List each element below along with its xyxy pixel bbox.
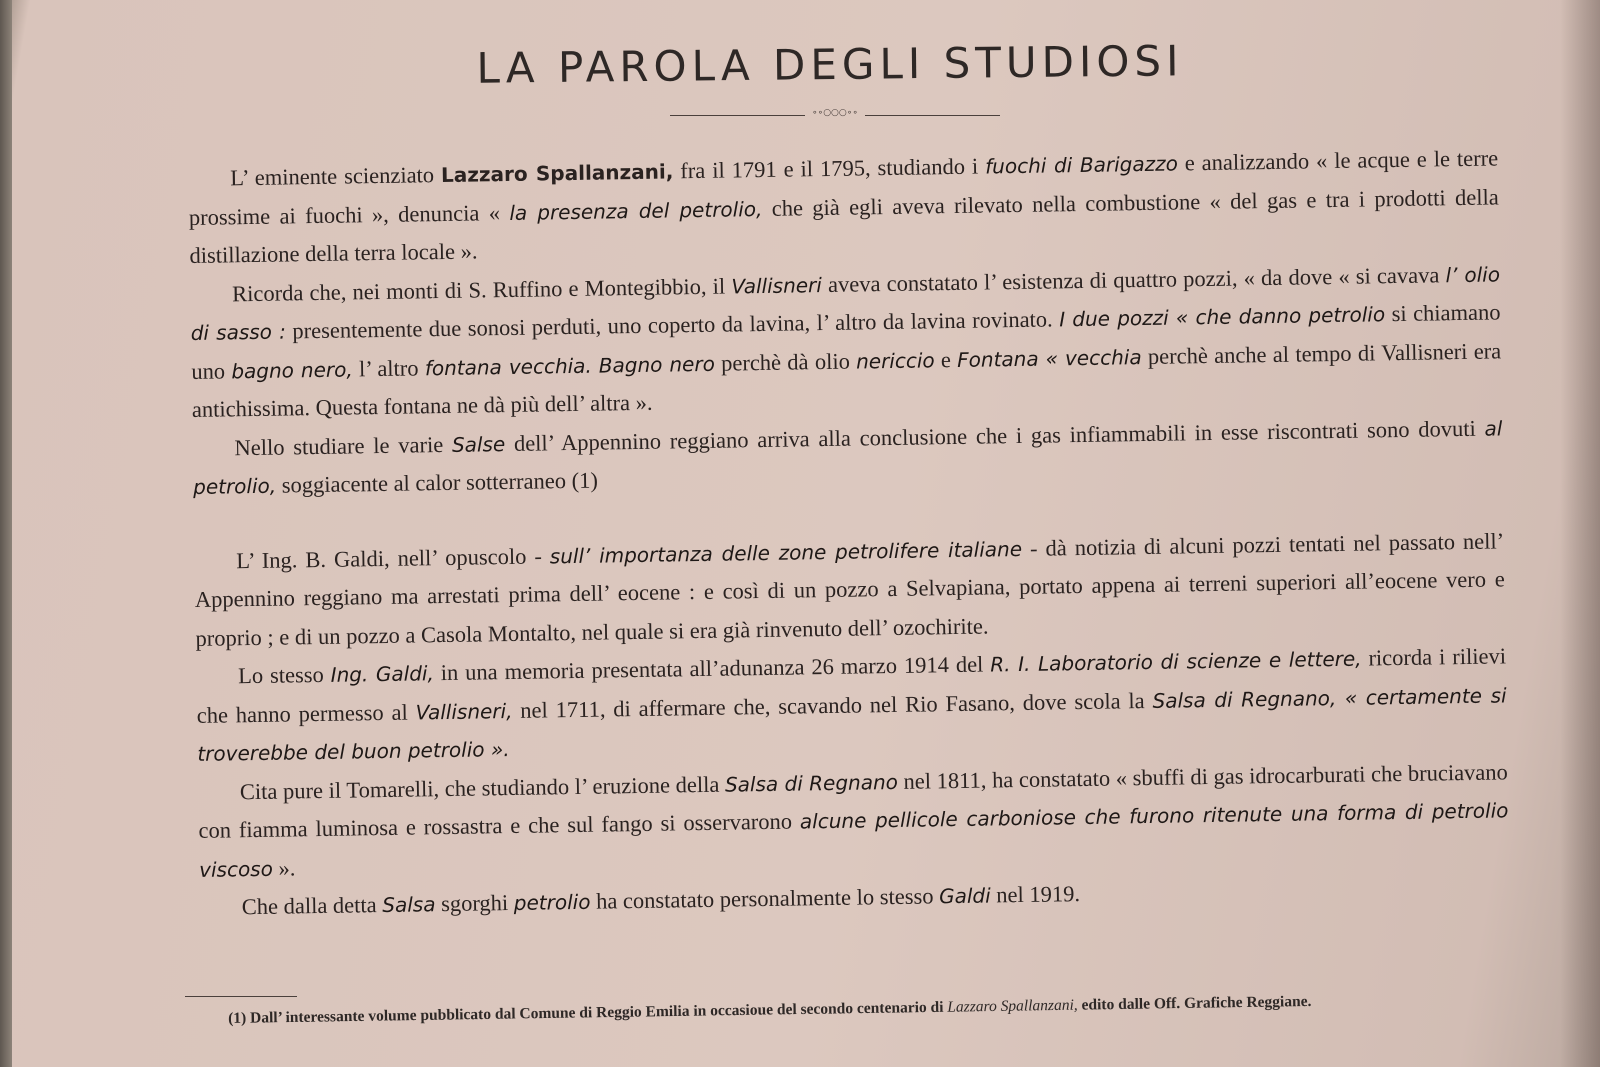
paragraph-tomarelli: Cita pure il Tomarelli, che studiando l’ eruzione della Salsa di Regnano nel 1811, ha constatato « sbuffi di gas idrocarburati che bruciavano con fiamma luminosa e rossastra e che sul fango si osservarono alcune pellicole carboniose che furono ritenute una forma di petrolio viscoso ».	[198, 758, 1509, 882]
article-body	[188, 139, 1510, 927]
page-edge-shadow	[1560, 0, 1600, 1067]
footnote: (1) Dall’ interessante volume pubblicato dal Comune di Reggio Emilia in occasioue del secondo centenario di Lazzaro Spallanzani, edito dalle Off. Grafiche Reggiane.	[228, 992, 1312, 1027]
paragraph-spallanzani: L’ eminente scienziato Lazzaro Spallanzani, fra il 1791 e il 1795, studiando i fuochi di Barigazzo e analizzando « le acque e le terre prossime ai fuochi », denuncia « la presenza del petrolio, che già egli aveva rilevato nella combustione « del gas e tra i prodotti della distillazione della terra locale ».	[188, 145, 1499, 268]
title-ornament	[670, 108, 1000, 122]
ornament-flourish: ∘∘○○○∘∘	[811, 108, 859, 118]
paragraph-galdi: L’ Ing. B. Galdi, nell’ opuscolo - sull’ importanza delle zone petrolifere italiane - dà notizia di alcuni pozzi tentati nel passato nell’ Appennino reggiano ma arrestati prima dell’ eocene : e così di un pozzo a Selvapiana, portato appena ai terreni superiori all’eocene vero e proprio ; e di un pozzo a Casola Montalto, nel quale si era già rinvenuto dell’ ozochirite.	[194, 527, 1505, 651]
ornament-line-left	[670, 115, 805, 116]
ornament-line-right	[865, 115, 1000, 116]
paragraph-memoria: Lo stesso Ing. Galdi, in una memoria presentata all’adunanza 26 marzo 1914 del R. I. Laboratorio di scienze e lettere, ricorda i rilievi che hanno permesso al Vallisneri, nel 1711, di affermare che, scavando nel Rio Fasano, dove scola la Salsa di Regnano, « certamente si troverebbe del buon petrolio ».	[196, 643, 1507, 766]
footnote-rule	[185, 996, 297, 997]
paragraph-salse: Nello studiare le varie Salse dell’ Appennino reggiano arriva alla conclusione che i gas infiammabili in esse riscontrati sono dovuti al petrolio, soggiacente al calor sotterraneo (1)	[192, 415, 1503, 499]
page-title: LA PAROLA DEGLI STUDIOSI	[476, 36, 1184, 93]
book-spine	[0, 0, 12, 1067]
paragraph-conclusione: Che dalla detta Salsa sgorghi petrolio ha constatato personalmente lo stesso Galdi nel 1919.	[241, 881, 1081, 920]
author-name: Lazzaro Spallanzani,	[440, 159, 674, 188]
paragraph-vallisneri: Ricorda che, nei monti di S. Ruffino e Montegibbio, il Vallisneri aveva constatato l’ esistenza di quattro pozzi, « da dove « si cavava l’ olio di sasso : presentemente due sonosi perduti, uno coperto da lavina, l’ altro da lavina rovinato. I due pozzi « che danno petrolio si chiamano uno bagno nero, l’ altro fontana vecchia. Bagno nero perchè dà olio nericcio e Fontana « vecchia perchè anche al tempo di Vallisneri era antichissima. Questa fontana ne dà più dell’ altra ».	[190, 261, 1502, 422]
